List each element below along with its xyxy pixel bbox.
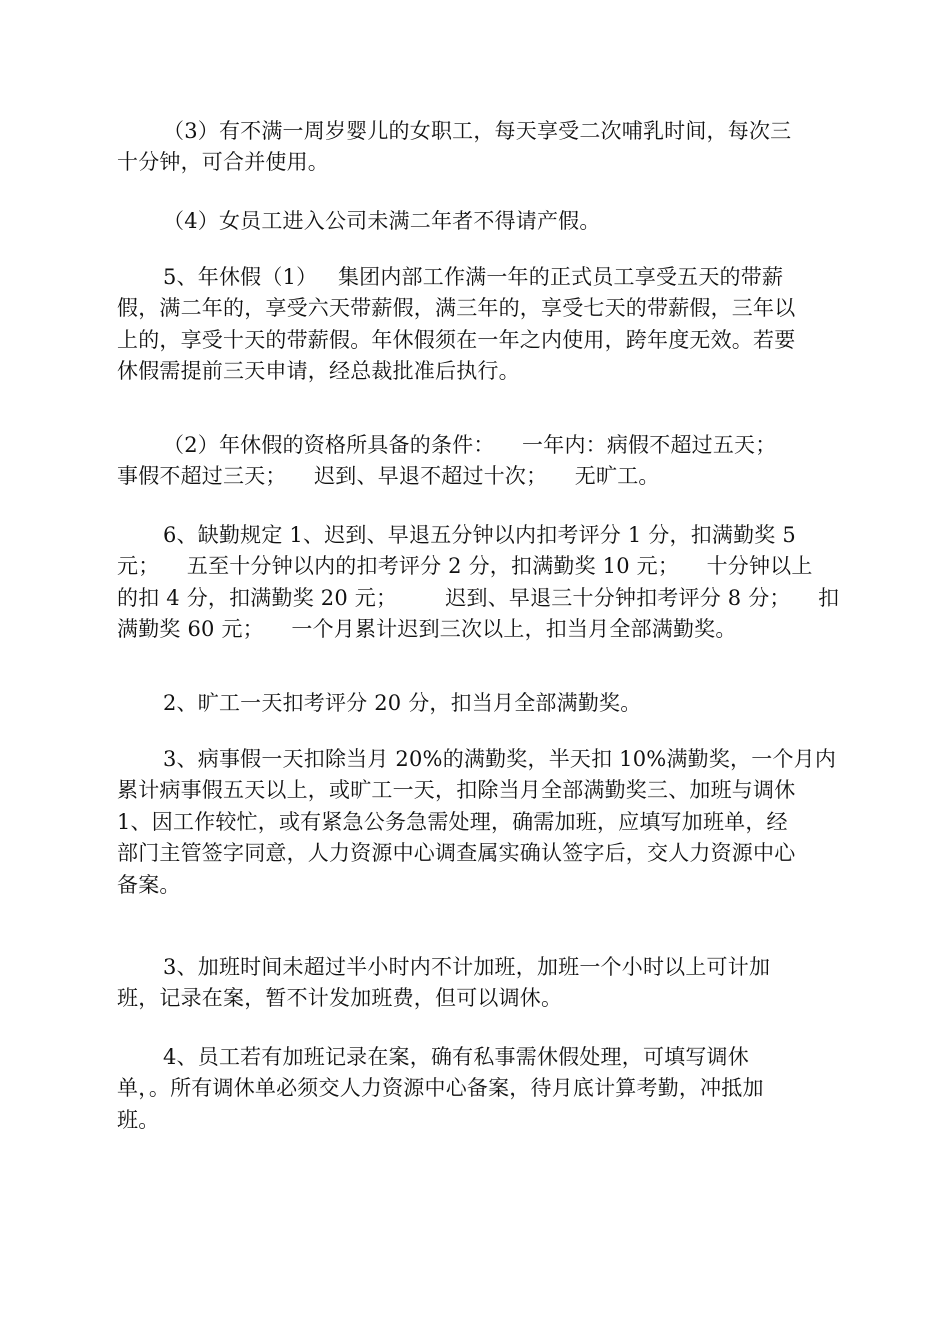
- paragraph-sick-leave: [117, 744, 837, 901]
- text-line: 满勤奖 60 元； 一个月累计迟到三次以上，扣当月全部满勤奖。: [117, 617, 737, 642]
- text-line: 的扣 4 分，扣满勤奖 20 元； 迟到、早退三十分钟扣考评分 8 分； 扣: [117, 585, 840, 610]
- text-line: 上的，享受十天的带薪假。年休假须在一年之内使用，跨年度无效。若要: [117, 327, 796, 352]
- text-line: （2）年休假的资格所具备的条件： 一年内：病假不超过五天；: [163, 433, 777, 457]
- paragraph-compensatory-leave: [117, 1042, 837, 1136]
- text-line: 3、加班时间未超过半小时内不计加班，加班一个小时以上可计加: [163, 955, 771, 979]
- text-line: 部门主管签字同意，人力资源中心调查属实确认签字后，交人力资源中心: [117, 841, 796, 866]
- paragraph-overtime: [117, 952, 837, 1015]
- paragraph-maternity-leave: [117, 206, 837, 237]
- text-line: （3）有不满一周岁婴儿的女职工，每天享受二次哺乳时间，每次三: [163, 119, 792, 143]
- paragraph-absence-rules: [117, 520, 840, 646]
- text-line: 十分钟，可合并使用。: [117, 150, 329, 175]
- text-line: 单，。所有调休单必须交人力资源中心备案，待月底计算考勤，冲抵加: [117, 1076, 764, 1101]
- text-line: 班。: [117, 1107, 160, 1132]
- paragraph-absenteeism: [117, 688, 837, 719]
- text-line: 元； 五至十分钟以内的扣考评分 2 分，扣满勤奖 10 元； 十分钟以上: [117, 554, 813, 579]
- text-line: 班，记录在案，暂不计发加班费，但可以调休。: [117, 986, 563, 1011]
- text-line: 休假需提前三天申请，经总裁批准后执行。: [117, 359, 520, 384]
- paragraph-annual-leave-conditions: [117, 430, 837, 493]
- text-line: 事假不超过三天； 迟到、早退不超过十次； 无旷工。: [117, 464, 660, 489]
- text-line: （4）女员工进入公司未满二年者不得请产假。: [163, 209, 601, 233]
- text-line: 3、病事假一天扣除当月 20%的满勤奖，半天扣 10%满勤奖，一个月内: [163, 747, 837, 771]
- text-line: 6、缺勤规定 1、迟到、早退五分钟以内扣考评分 1 分，扣满勤奖 5: [163, 523, 796, 547]
- text-line: 备案。: [117, 872, 181, 897]
- text-line: 假，满二年的，享受六天带薪假，满三年的，享受七天的带薪假，三年以: [117, 296, 796, 321]
- text-line: 2、旷工一天扣考评分 20 分，扣当月全部满勤奖。: [163, 691, 642, 715]
- paragraph-annual-leave: [117, 262, 837, 388]
- text-line: 1、因工作较忙，或有紧急公务急需处理，确需加班，应填写加班单，经: [117, 809, 788, 834]
- text-line: 5、年休假（1） 集团内部工作满一年的正式员工享受五天的带薪: [163, 265, 784, 289]
- text-line: 累计病事假五天以上，或旷工一天，扣除当月全部满勤奖三、加班与调休: [117, 778, 796, 803]
- paragraph-nursing-time: [117, 116, 837, 179]
- text-line: 4、员工若有加班记录在案，确有私事需休假处理，可填写调休: [163, 1045, 749, 1069]
